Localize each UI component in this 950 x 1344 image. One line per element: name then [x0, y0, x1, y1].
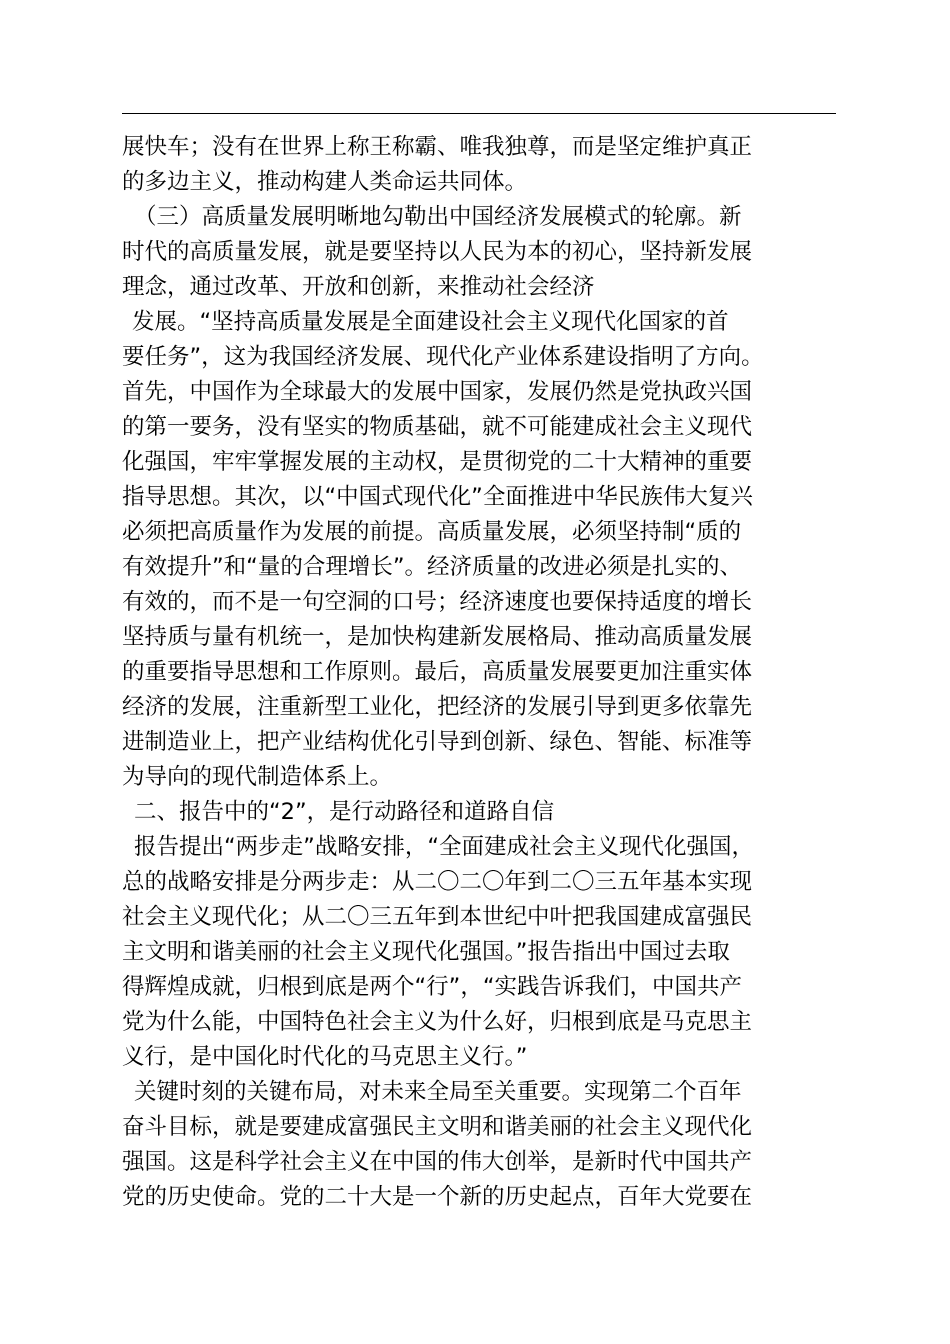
- text-line: 经济的发展，注重新型工业化，把经济的发展引导到更多依靠先: [122, 694, 753, 720]
- text-line: 有效提升”和“量的合理增长”。经济质量的改进必须是扎实的、: [122, 554, 742, 580]
- text-line: 关键时刻的关键布局，对未来全局至关重要。实现第二个百年: [134, 1079, 742, 1105]
- text-line: 要任务”，这为我国经济发展、现代化产业体系建设指明了方向。: [122, 344, 764, 370]
- text-line: 化强国，牢牢掌握发展的主动权，是贯彻党的二十大精神的重要: [122, 449, 753, 475]
- text-line: 指导思想。其次，以“中国式现代化”全面推进中华民族伟大复兴: [122, 484, 753, 510]
- text-line: 党的历史使命。党的二十大是一个新的历史起点，百年大党要在: [122, 1184, 753, 1210]
- text-line: 义行，是中国化时代化的马克思主义行。”: [122, 1044, 528, 1070]
- text-line: 党为什么能，中国特色社会主义为什么好，归根到底是马克思主: [122, 1009, 753, 1035]
- text-line: 发展。“坚持高质量发展是全面建设社会主义现代化国家的首: [132, 309, 729, 335]
- text-line: 主文明和谐美丽的社会主义现代化强国。”报告指出中国过去取: [122, 939, 730, 965]
- text-line: 总的战略安排是分两步走：从二〇二〇年到二〇三五年基本实现: [122, 869, 753, 895]
- text-line: 为导向的现代制造体系上。: [122, 764, 393, 790]
- text-line: 有效的，而不是一句空洞的口号；经济速度也要保持适度的增长: [122, 589, 753, 615]
- text-line: 的多边主义，推动构建人类命运共同体。: [122, 169, 528, 195]
- section-heading: （三）高质量发展明晰地勾勒出中国经济发展模式的轮廓。新: [134, 204, 742, 230]
- text-line: 强国。这是科学社会主义在中国的伟大创举，是新时代中国共产: [122, 1149, 753, 1175]
- text-line: 时代的高质量发展，就是要坚持以人民为本的初心，坚持新发展: [122, 239, 753, 265]
- text-line: 报告提出“两步走”战略安排，“全面建成社会主义现代化强国，: [134, 834, 754, 860]
- text-line: 展快车；没有在世界上称王称霸、唯我独尊，而是坚定维护真正: [122, 134, 753, 160]
- text-line: 社会主义现代化；从二〇三五年到本世纪中叶把我国建成富强民: [122, 904, 753, 930]
- section-heading: 二、报告中的“2”，是行动路径和道路自信: [134, 799, 555, 825]
- text-line: 的第一要务，没有坚实的物质基础，就不可能建成社会主义现代: [122, 414, 753, 440]
- text-line: 理念，通过改革、开放和创新，来推动社会经济: [122, 274, 595, 300]
- header-rule: [122, 113, 836, 114]
- text-line: 的重要指导思想和工作原则。最后，高质量发展要更加注重实体: [122, 659, 753, 685]
- text-line: 坚持质与量有机统一，是加快构建新发展格局、推动高质量发展: [122, 624, 753, 650]
- text-line: 必须把高质量作为发展的前提。高质量发展，必须坚持制“质的: [122, 519, 742, 545]
- text-line: 首先，中国作为全球最大的发展中国家，发展仍然是党执政兴国: [122, 379, 753, 405]
- text-line: 进制造业上，把产业结构优化引导到创新、绿色、智能、标准等: [122, 729, 753, 755]
- text-line: 奋斗目标，就是要建成富强民主文明和谐美丽的社会主义现代化: [122, 1114, 753, 1140]
- text-line: 得辉煌成就，归根到底是两个“行”，“实践告诉我们，中国共产: [122, 974, 742, 1000]
